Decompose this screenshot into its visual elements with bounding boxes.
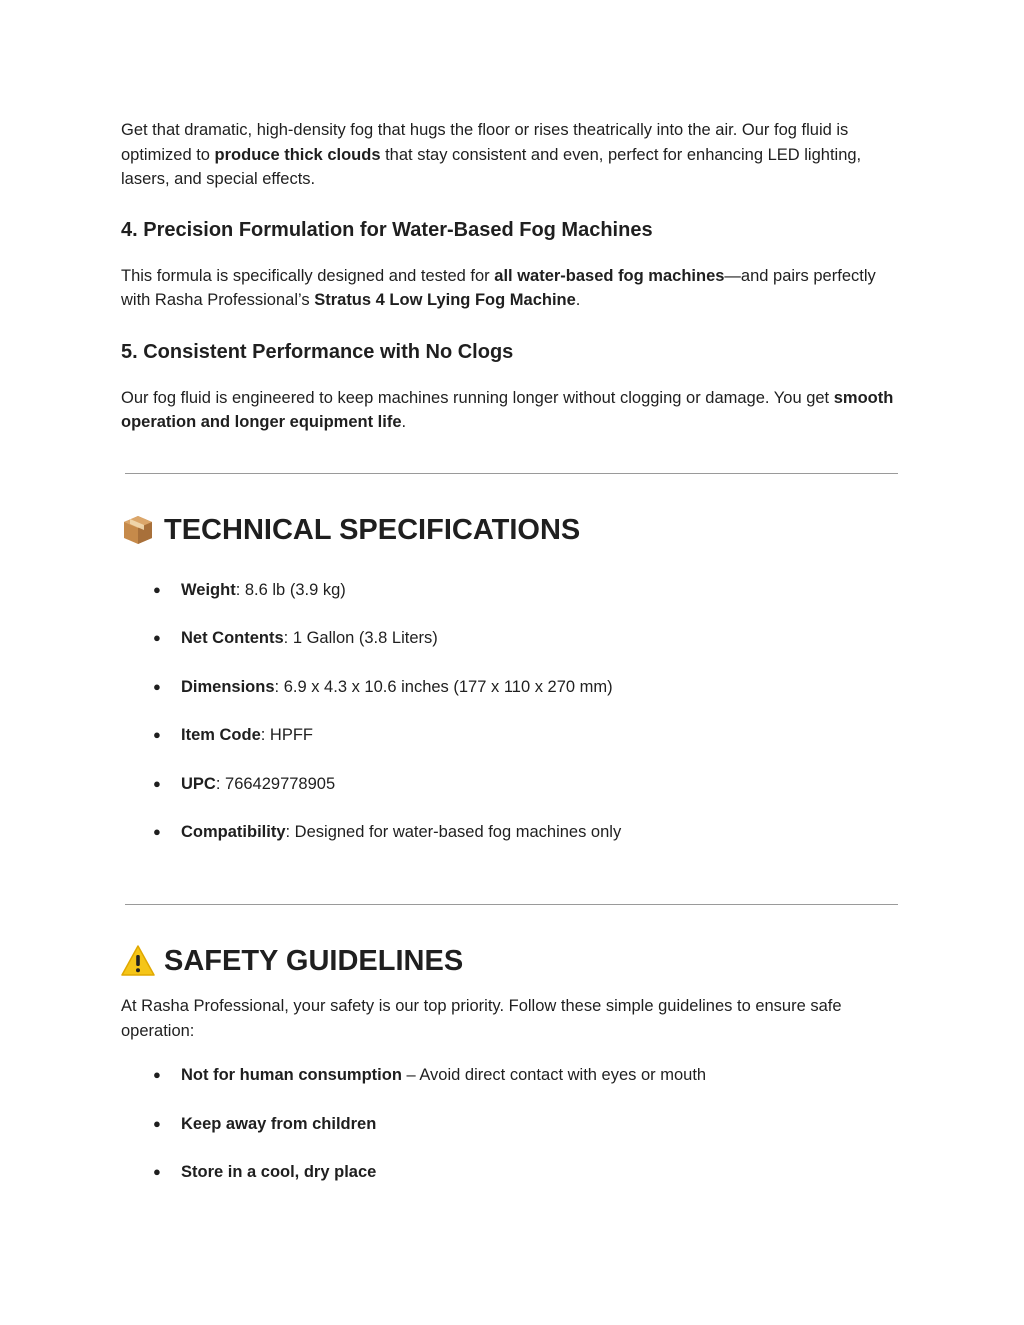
- spec-label: Weight: [181, 580, 236, 599]
- spec-value: : HPFF: [260, 726, 314, 744]
- section-5-text: Our fog fluid is engineered to keep machines running longer without clogging or damage. You get: [121, 388, 834, 407]
- intro-text: Get that dramatic, high-density fog that hugs the floor or rises theatrically into the air. Our fog fluid is optimized to: [121, 121, 849, 164]
- list-item: [121, 820, 901, 844]
- bullet-icon: ●: [153, 824, 161, 839]
- tech-specs-title: TECHNICAL SPECIFICATIONS: [164, 513, 581, 546]
- safety-intro: At Rasha Professional, your safety is our top priority. Follow these simple guidelines to ensure safe operation:: [121, 997, 842, 1040]
- list-item: [121, 772, 901, 796]
- safety-title: SAFETY GUIDELINES: [164, 945, 464, 977]
- bullet-icon: ●: [153, 1115, 161, 1131]
- bullet-icon: ●: [153, 775, 161, 791]
- spec-value: : 766429778905: [215, 774, 336, 793]
- spec-value: : 6.9 x 4.3 x 10.6 inches (177 x 110 x 270 mm): [274, 677, 613, 696]
- section-4-text-end: .: [575, 291, 581, 309]
- section-4-paragraph: [121, 264, 901, 313]
- list-item: [121, 1063, 901, 1087]
- section-4-text-cont: —and pairs perfectly with Rasha Professional’s: [121, 266, 876, 309]
- divider: [125, 904, 898, 905]
- spec-value: : Designed for water-based fog machines only: [285, 823, 622, 841]
- section-5-bold: smooth operation and longer equipment life: [121, 388, 894, 431]
- spec-label: Item Code: [181, 726, 261, 744]
- warning-icon: [121, 944, 155, 978]
- bullet-icon: ●: [153, 678, 161, 694]
- bullet-icon: ●: [153, 1164, 161, 1179]
- list-item: [121, 1112, 901, 1136]
- spec-value: : 8.6 lb (3.9 kg): [235, 580, 346, 599]
- bullet-icon: ●: [153, 581, 161, 597]
- list-item: [121, 578, 901, 602]
- spec-label: Compatibility: [181, 823, 286, 841]
- safety-label: Not for human consumption: [181, 1066, 402, 1084]
- section-4-heading: 4. Precision Formulation for Water-Based Fog Machines: [121, 218, 653, 241]
- section-4-bold-product: Stratus 4 Low Lying Fog Machine: [314, 291, 576, 309]
- bullet-icon: ●: [153, 1067, 161, 1082]
- package-icon: [121, 513, 155, 547]
- spec-label: Net Contents: [181, 629, 284, 647]
- spec-value: : 1 Gallon (3.8 Liters): [283, 629, 438, 647]
- spec-label: UPC: [181, 774, 216, 793]
- tech-specs-heading: [121, 512, 901, 548]
- bullet-icon: ●: [153, 727, 161, 742]
- list-item: [121, 723, 901, 747]
- section-5-paragraph: [121, 386, 901, 435]
- safety-value: – Avoid direct contact with eyes or mouth: [401, 1066, 707, 1084]
- section-5-heading: 5. Consistent Performance with No Clogs: [121, 340, 514, 363]
- spec-label: Dimensions: [181, 677, 275, 696]
- intro-text-cont: that stay consistent and even, perfect for enhancing LED lighting, lasers, and special effects.: [121, 145, 862, 188]
- safety-heading: [121, 943, 901, 979]
- intro-paragraph: [121, 118, 901, 192]
- intro-bold: produce thick clouds: [214, 145, 381, 164]
- bullet-icon: ●: [153, 630, 161, 645]
- section-4-text: This formula is specifically designed and tested for: [121, 266, 495, 285]
- list-item: [121, 675, 901, 699]
- safety-label: Keep away from children: [181, 1114, 377, 1133]
- list-item: [121, 1160, 901, 1184]
- list-item: [121, 626, 901, 650]
- section-4-bold: all water-based fog machines: [494, 266, 725, 285]
- safety-label: Store in a cool, dry place: [181, 1163, 377, 1181]
- document-page: [121, 118, 901, 1184]
- safety-list: [121, 1063, 901, 1184]
- divider: [125, 473, 898, 474]
- tech-specs-list: [121, 578, 901, 845]
- section-5-text-end: .: [401, 413, 407, 431]
